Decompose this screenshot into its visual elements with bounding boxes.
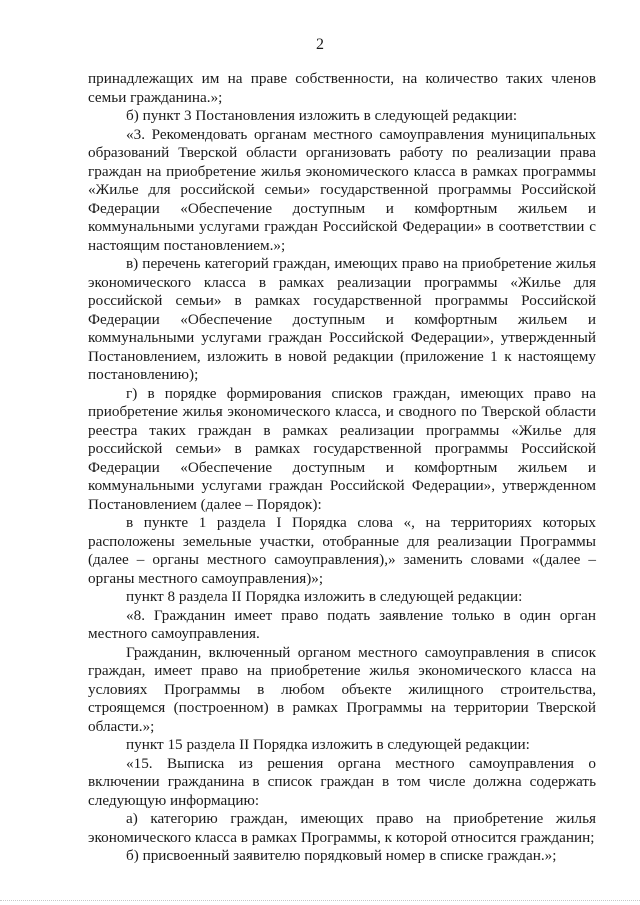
paragraph-amendment-v: в) перечень категорий граждан, имеющих право на приобретение жилья экономического класса в рамках реализации программы «Жилье для российской семьи» в рамках государственной программы Российской Федерации «Обеспечение доступным и комфортным жильем и коммунальными услугами граждан Российской Федерации», утвержденный Постановлением, изложить в новой редакции (приложение 1 к настоящему постановлению);: [88, 255, 596, 383]
paragraph-section-1-item-1: в пункте 1 раздела I Порядка слова «, на территориях которых расположены земельные участки, отобранные для реализации Программы (далее – органы местного самоуправления),» заменить словами «(далее – органы местного самоуправления)»;: [88, 514, 596, 587]
paragraph-item-8-continued: Гражданин, включенный органом местного самоуправления в список граждан, имеет право на приобретение жилья экономического класса на условиях Программы в любом объекте жилищного строительства, строящемся (построенном) в рамках Программы на территории Тверской области.»;: [88, 643, 596, 735]
document-body: [88, 70, 596, 866]
paragraph-item-8: «8. Гражданин имеет право подать заявление только в один орган местного самоуправления.: [88, 606, 596, 642]
paragraph-item-3: «3. Рекомендовать органам местного самоуправления муниципальных образований Тверской области организовать работу по реализации права граждан на приобретение жилья экономического класса в рамках программы «Жилье для российской семьи» государственной программы Российской Федерации «Обеспечение доступным и комфортным жильем и коммунальными услугами граждан Российской Федерации» в соответствии с настоящим постановлением.»;: [88, 125, 596, 254]
paragraph-amendment-g: г) в порядке формирования списков граждан, имеющих право на приобретение жилья экономического класса, и сводного по Тверской области реестра таких граждан в рамках реализации программы «Жилье для российской семьи» в рамках государственной программы Российской Федерации «Обеспечение доступным и комфортным жильем и коммунальными услугами граждан Российской Федерации», утвержденном Постановлением (далее – Порядок):: [88, 384, 596, 513]
paragraph-item-15-b: б) присвоенный заявителю порядковый номер в списке граждан.»;: [126, 847, 557, 864]
page-number: 2: [316, 36, 324, 53]
paragraph-continuation: принадлежащих им на праве собственности, на количество таких членов семьи гражданина.»;: [88, 70, 596, 106]
paragraph-item-8-intro: пункт 8 раздела II Порядка изложить в следующей редакции:: [126, 588, 523, 605]
paragraph-item-15-a: а) категорию граждан, имеющих право на приобретение жилья экономического класса в рамках Программы, к которой относится гражданин;: [88, 810, 596, 846]
paragraph-item-15: «15. Выписка из решения органа местного самоуправления о включении гражданина в список граждан в том числе должна содержать следующую информацию:: [88, 754, 596, 809]
paragraph-amendment-b: б) пункт 3 Постановления изложить в следующей редакции:: [126, 107, 518, 124]
page-bottom-divider: [0, 900, 640, 901]
paragraph-item-15-intro: пункт 15 раздела II Порядка изложить в следующей редакции:: [126, 736, 530, 753]
